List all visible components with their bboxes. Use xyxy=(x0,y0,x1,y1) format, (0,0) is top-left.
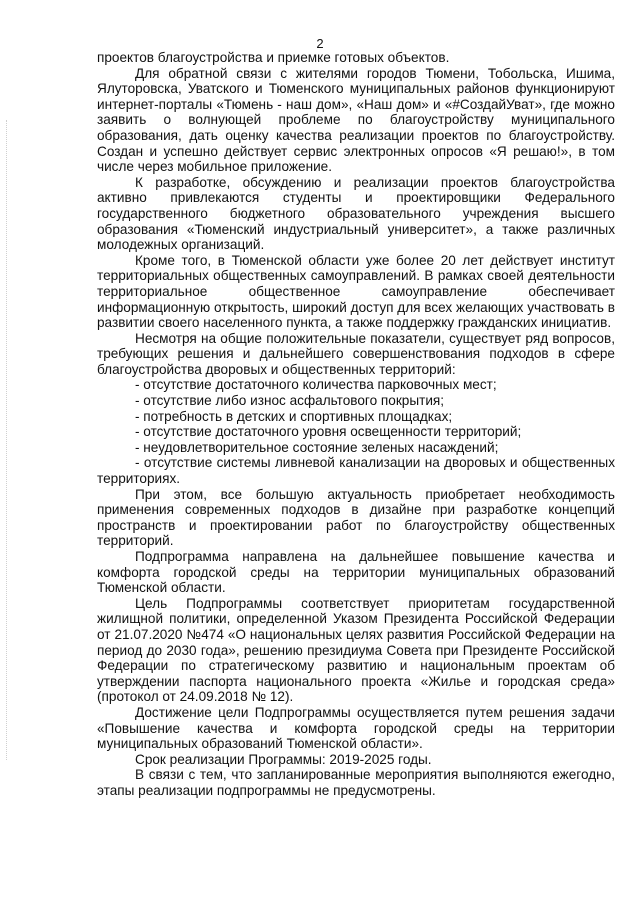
paragraph: К разработке, обсуждению и реализации проектов благоустройства активно привлекаются студенты и проектировщики Федерального государственного бюджетного образовательного учреждения высшего образования «Тюменский индустриальный университет», а также различных молодежных организаций. xyxy=(97,174,615,253)
paragraph: Несмотря на общие положительные показатели, существует ряд вопросов, требующих решения и дальнейшего совершенствования подходов в сфере благоустройства дворовых и общественных территорий: xyxy=(97,330,615,377)
list-item: - неудовлетворительное состояние зеленых насаждений; xyxy=(135,439,499,455)
paragraph: Кроме того, в Тюменской области уже более 20 лет действует институт территориальных общественных самоуправлений. В рамках своей деятельности территориальное общественное самоуправление обеспечивает информационную открытость, широкий доступ для всех желающих участвовать в развитии своего населенного пункта, а также поддержку гражданских инициатив. xyxy=(97,252,615,331)
list-item: - отсутствие системы ливневой канализации на дворовых и общественных территориях. xyxy=(97,455,615,487)
paragraph: При этом, все большую актуальность приобретает необходимость применения современных подходов в дизайне при разработке концепций пространств и проектировании работ по благоустройству общественных территорий. xyxy=(97,486,615,549)
paragraph: Срок реализации Программы: 2019-2025 годы. xyxy=(135,751,432,767)
paragraph: В связи с тем, что запланированные мероприятия выполняются ежегодно, этапы реализации подпрограммы не предусмотрены. xyxy=(97,767,615,798)
page-number: 2 xyxy=(316,36,324,51)
paragraph: проектов благоустройства и приемке готовых объектов. xyxy=(97,50,450,65)
list-item: - отсутствие достаточного уровня освещенности территорий; xyxy=(135,424,522,440)
paragraph: Подпрограмма направлена на дальнейшее повышение качества и комфорта городской среды на территории муниципальных образований Тюменской области. xyxy=(97,549,615,596)
document-body xyxy=(97,50,615,799)
paragraph: Для обратной связи с жителями городов Тюмени, Тобольска, Ишима, Ялуторовска, Уватского и Тюменского муниципальных районов функционируют интернет-порталы «Тюмень - наш дом», «Наш дом» и «#СоздайУват», где можно заявить о волнующей проблеме по благоустройству муниципального образования, дать оценку качества реализации проектов по благоустройству. Создан и успешно действует сервис электронных опросов «Я решаю!», в том числе через мобильное приложение. xyxy=(97,65,615,175)
list-item: - потребность в детских и спортивных площадках; xyxy=(135,408,453,424)
list-item: - отсутствие либо износ асфальтового покрытия; xyxy=(135,393,445,409)
paragraph: Цель Подпрограммы соответствует приоритетам государственной жилищной политики, определенной Указом Президента Российской Федерации от 21.07.2020 №474 «О национальных целях развития Российской Федерации на период до 2030 года», решению президиума Совета при Президенте Российской Федерации по стратегическому развитию и национальным проектам об утверждении паспорта национального проекта «Жилье и городская среда» (протокол от 24.09.2018 № 12). xyxy=(97,595,615,705)
list-item: - отсутствие достаточного количества парковочных мест; xyxy=(135,377,497,393)
scan-edge-marks xyxy=(6,120,9,760)
paragraph: Достижение цели Подпрограммы осуществляется путем решения задачи «Повышение качества и комфорта городской среды на территории муниципальных образований Тюменской области». xyxy=(97,704,615,752)
